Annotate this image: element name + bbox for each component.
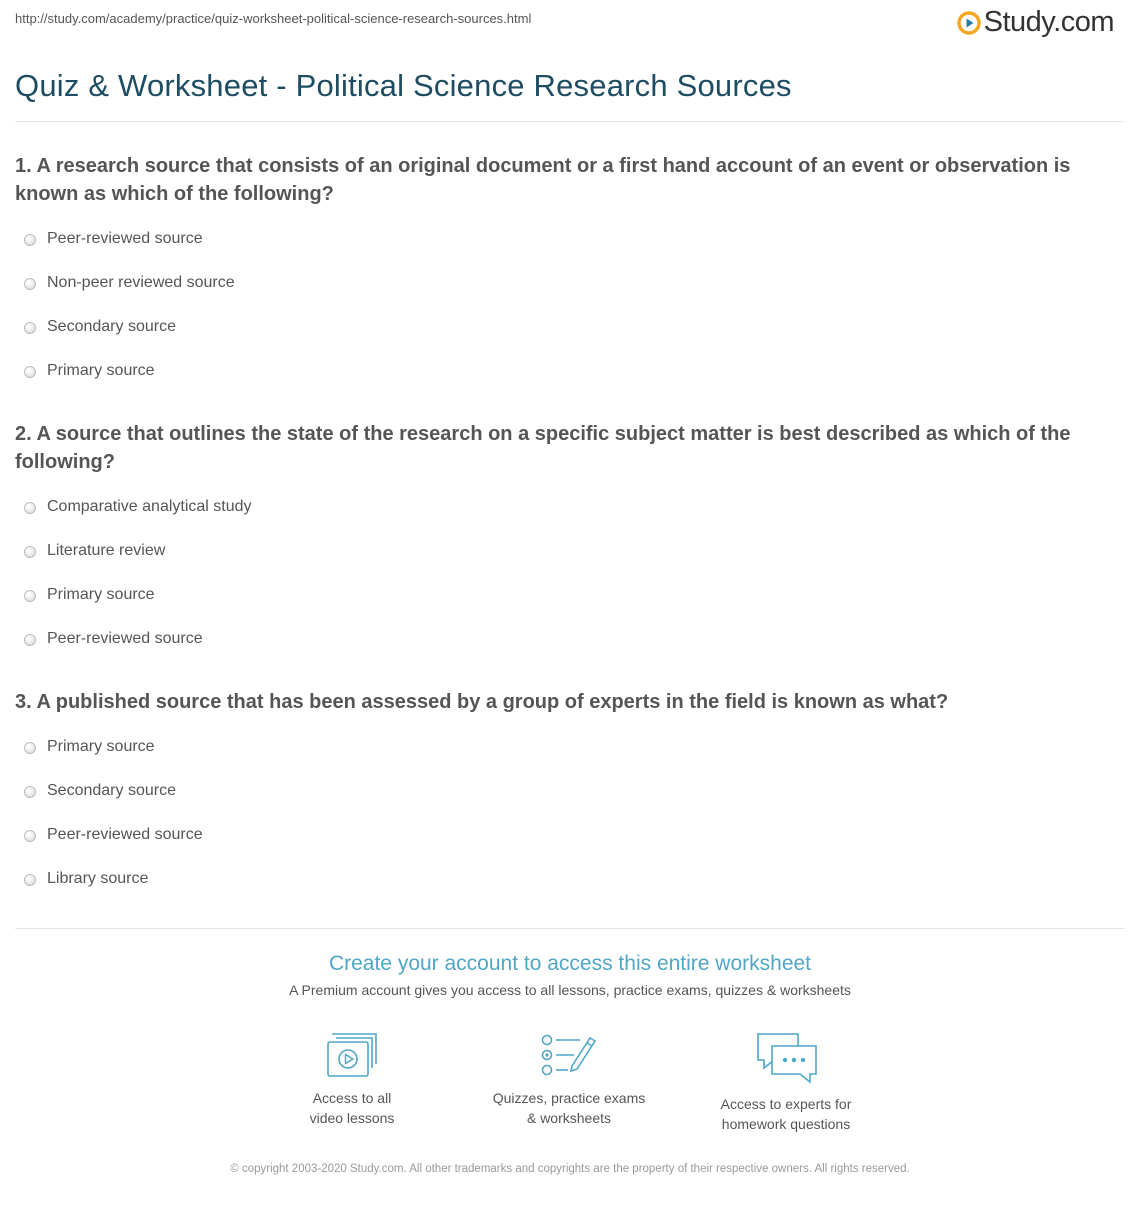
video-lessons-icon: [326, 1032, 378, 1078]
answer-option[interactable]: [15, 311, 1115, 355]
question-1: [15, 152, 1115, 399]
question-text: 2. A source that outlines the state of the research on a specific subject matter is best described as which of the following?: [15, 423, 1071, 473]
page-url: http://study.com/academy/practice/quiz-worksheet-political-science-research-sources.html: [15, 11, 532, 26]
copyright-notice: © copyright 2003-2020 Study.com. All other trademarks and copyrights are the property of their respective owners. All rights reserved.: [230, 1163, 910, 1175]
page-title: Quiz & Worksheet - Political Science Research Sources: [15, 68, 792, 103]
answer-label: Peer-reviewed source: [47, 230, 203, 247]
quiz-checklist-icon: [540, 1032, 598, 1078]
answer-option[interactable]: [15, 491, 1115, 535]
radio-button[interactable]: [24, 234, 36, 246]
feature-label: Access to all video lessons: [309, 1090, 395, 1126]
answer-label: Library source: [47, 870, 149, 887]
feature-label: Access to experts for homework questions: [720, 1096, 852, 1132]
answer-option[interactable]: [15, 223, 1115, 267]
answer-option[interactable]: [15, 355, 1115, 399]
feature-label: Quizzes, practice exams & worksheets: [492, 1090, 646, 1126]
radio-button[interactable]: [24, 786, 36, 798]
question-3: [15, 688, 1115, 907]
question-text: 3. A published source that has been assessed by a group of experts in the field is known as what?: [15, 691, 949, 713]
answer-option[interactable]: [15, 579, 1115, 623]
answer-option[interactable]: [15, 775, 1115, 819]
radio-button[interactable]: [24, 634, 36, 646]
feature-video-lessons: [252, 1032, 452, 1128]
divider: [15, 121, 1125, 122]
answer-option[interactable]: [15, 535, 1115, 579]
radio-button[interactable]: [24, 830, 36, 842]
answer-option[interactable]: [15, 623, 1115, 667]
feature-quizzes: [469, 1032, 669, 1128]
radio-button[interactable]: [24, 322, 36, 334]
logo-text: Study.com: [983, 6, 1114, 38]
answer-label: Literature review: [47, 542, 166, 559]
answer-options: [15, 491, 1115, 667]
answer-label: Non-peer reviewed source: [47, 274, 235, 291]
answer-options: [15, 731, 1115, 907]
radio-button[interactable]: [24, 874, 36, 886]
answer-label: Primary source: [47, 362, 155, 379]
radio-button[interactable]: [24, 590, 36, 602]
answer-option[interactable]: [15, 267, 1115, 311]
radio-button[interactable]: [24, 742, 36, 754]
feature-experts: [686, 1032, 886, 1134]
play-circle-icon: [957, 11, 981, 35]
radio-button[interactable]: [24, 546, 36, 558]
radio-button[interactable]: [24, 502, 36, 514]
radio-button[interactable]: [24, 366, 36, 378]
cta-title[interactable]: Create your account to access this entire worksheet: [328, 952, 812, 975]
answer-label: Primary source: [47, 738, 155, 755]
answer-label: Comparative analytical study: [47, 498, 252, 515]
answer-option[interactable]: [15, 731, 1115, 775]
answer-label: Secondary source: [47, 318, 176, 335]
cta-subtitle: A Premium account gives you access to all lessons, practice exams, quizzes & worksheets: [289, 982, 851, 998]
radio-button[interactable]: [24, 278, 36, 290]
answer-option[interactable]: [15, 863, 1115, 907]
question-text: 1. A research source that consists of an original document or a first hand account of an event or observation is known as which of the following?: [15, 155, 1071, 205]
answer-options: [15, 223, 1115, 399]
answer-label: Peer-reviewed source: [47, 630, 203, 647]
study-logo[interactable]: [957, 6, 1114, 39]
question-2: [15, 420, 1115, 667]
answer-label: Primary source: [47, 586, 155, 603]
divider: [15, 928, 1125, 929]
answer-label: Secondary source: [47, 782, 176, 799]
expert-chat-icon: [754, 1032, 818, 1084]
answer-option[interactable]: [15, 819, 1115, 863]
answer-label: Peer-reviewed source: [47, 826, 203, 843]
